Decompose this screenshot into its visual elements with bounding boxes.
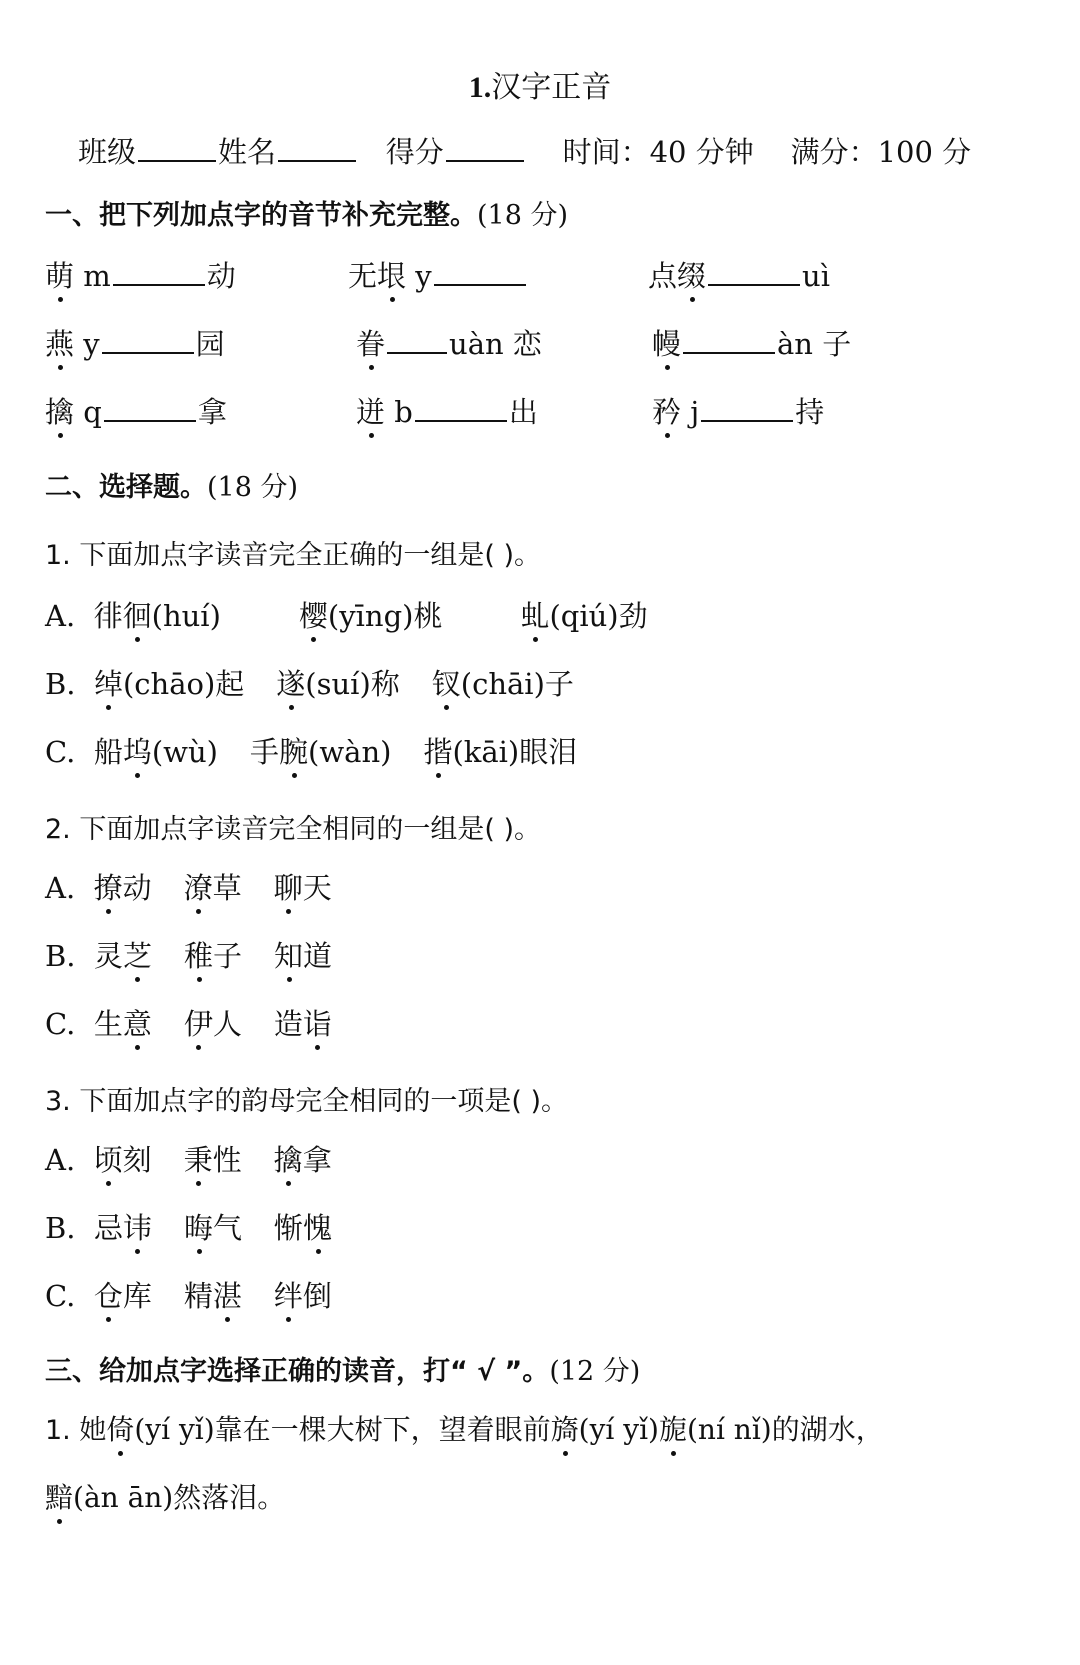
class-label: 班级: [78, 135, 137, 169]
full-score-text: 满分：100 分: [790, 135, 972, 169]
s1-item-9: 矜 j 持: [652, 390, 824, 432]
name-blank[interactable]: [278, 130, 356, 162]
section-1-heading: 一、把下列加点字的音节补充完整。(18 分): [45, 200, 569, 231]
s1-item-6: 幔 àn 子: [652, 322, 851, 364]
fill-blank[interactable]: [683, 322, 775, 354]
header-info: [78, 130, 971, 171]
s1-item-2: 无垠 y: [348, 254, 528, 296]
fill-blank[interactable]: [434, 254, 526, 286]
section-3-heading: 三、给加点字选择正确的读音，打“ √ ”。(12 分): [45, 1356, 641, 1387]
q1-option-c[interactable]: C. 船坞(wù) 手腕(wàn) 揩(kāi)眼泪: [45, 732, 577, 772]
s1-item-5: 眷 uàn 恋: [356, 322, 542, 364]
s1-item-4: 燕 y 园: [45, 322, 225, 364]
score-blank[interactable]: [446, 130, 524, 162]
page-title: 1.汉字正音: [468, 70, 612, 105]
q1-option-b[interactable]: B. 绰(chāo)起 遂(suí)称 钗(chāi)子: [45, 664, 574, 704]
fill-blank[interactable]: [701, 390, 793, 422]
q2-option-c[interactable]: C. 生意 伊人 造诣: [45, 1004, 332, 1044]
s3-line-1: 1. 她倚(yí yǐ)靠在一棵大树下，望着眼前旖(yí yǐ)旎(ní nǐ)的湖水，: [45, 1410, 884, 1451]
name-label: 姓名: [218, 135, 277, 169]
q3-stem: 3. 下面加点字的韵母完全相同的一项是( )。: [45, 1086, 568, 1117]
q3-option-a[interactable]: A. 顷刻 秉性 擒拿: [45, 1140, 332, 1180]
q1-option-a[interactable]: A. 徘徊(huí) 樱(yīng)桃 虬(qiú)劲: [45, 596, 648, 636]
class-blank[interactable]: [138, 130, 216, 162]
q2-stem: 2. 下面加点字读音完全相同的一组是( )。: [45, 814, 541, 845]
section-2-heading: 二、选择题。(18 分): [45, 472, 299, 503]
fill-blank[interactable]: [102, 322, 194, 354]
q1-stem: 1. 下面加点字读音完全正确的一组是( )。: [45, 540, 541, 571]
fill-blank[interactable]: [415, 390, 507, 422]
q3-option-b[interactable]: B. 忌讳 晦气 惭愧: [45, 1208, 332, 1248]
fill-blank[interactable]: [113, 254, 205, 286]
fill-blank[interactable]: [104, 390, 196, 422]
score-label: 得分: [385, 135, 444, 169]
fill-blank[interactable]: [387, 322, 447, 354]
q2-option-b[interactable]: B. 灵芝 稚子 知道: [45, 936, 332, 976]
s1-item-7: 擒 q 拿: [45, 390, 227, 432]
s3-line-2: 黯(àn ān)然落泪。: [45, 1478, 285, 1518]
s1-item-1: 萌 m 动: [45, 254, 236, 296]
time-text: 时间：40 分钟: [562, 135, 754, 169]
q2-option-a[interactable]: A. 撩动 潦草 聊天: [45, 868, 332, 908]
s1-item-8: 迸 b 出: [356, 390, 538, 432]
q3-option-c[interactable]: C. 仓库 精湛 绊倒: [45, 1276, 332, 1316]
s1-item-3: 点缀 uì: [648, 254, 830, 296]
fill-blank[interactable]: [708, 254, 800, 286]
